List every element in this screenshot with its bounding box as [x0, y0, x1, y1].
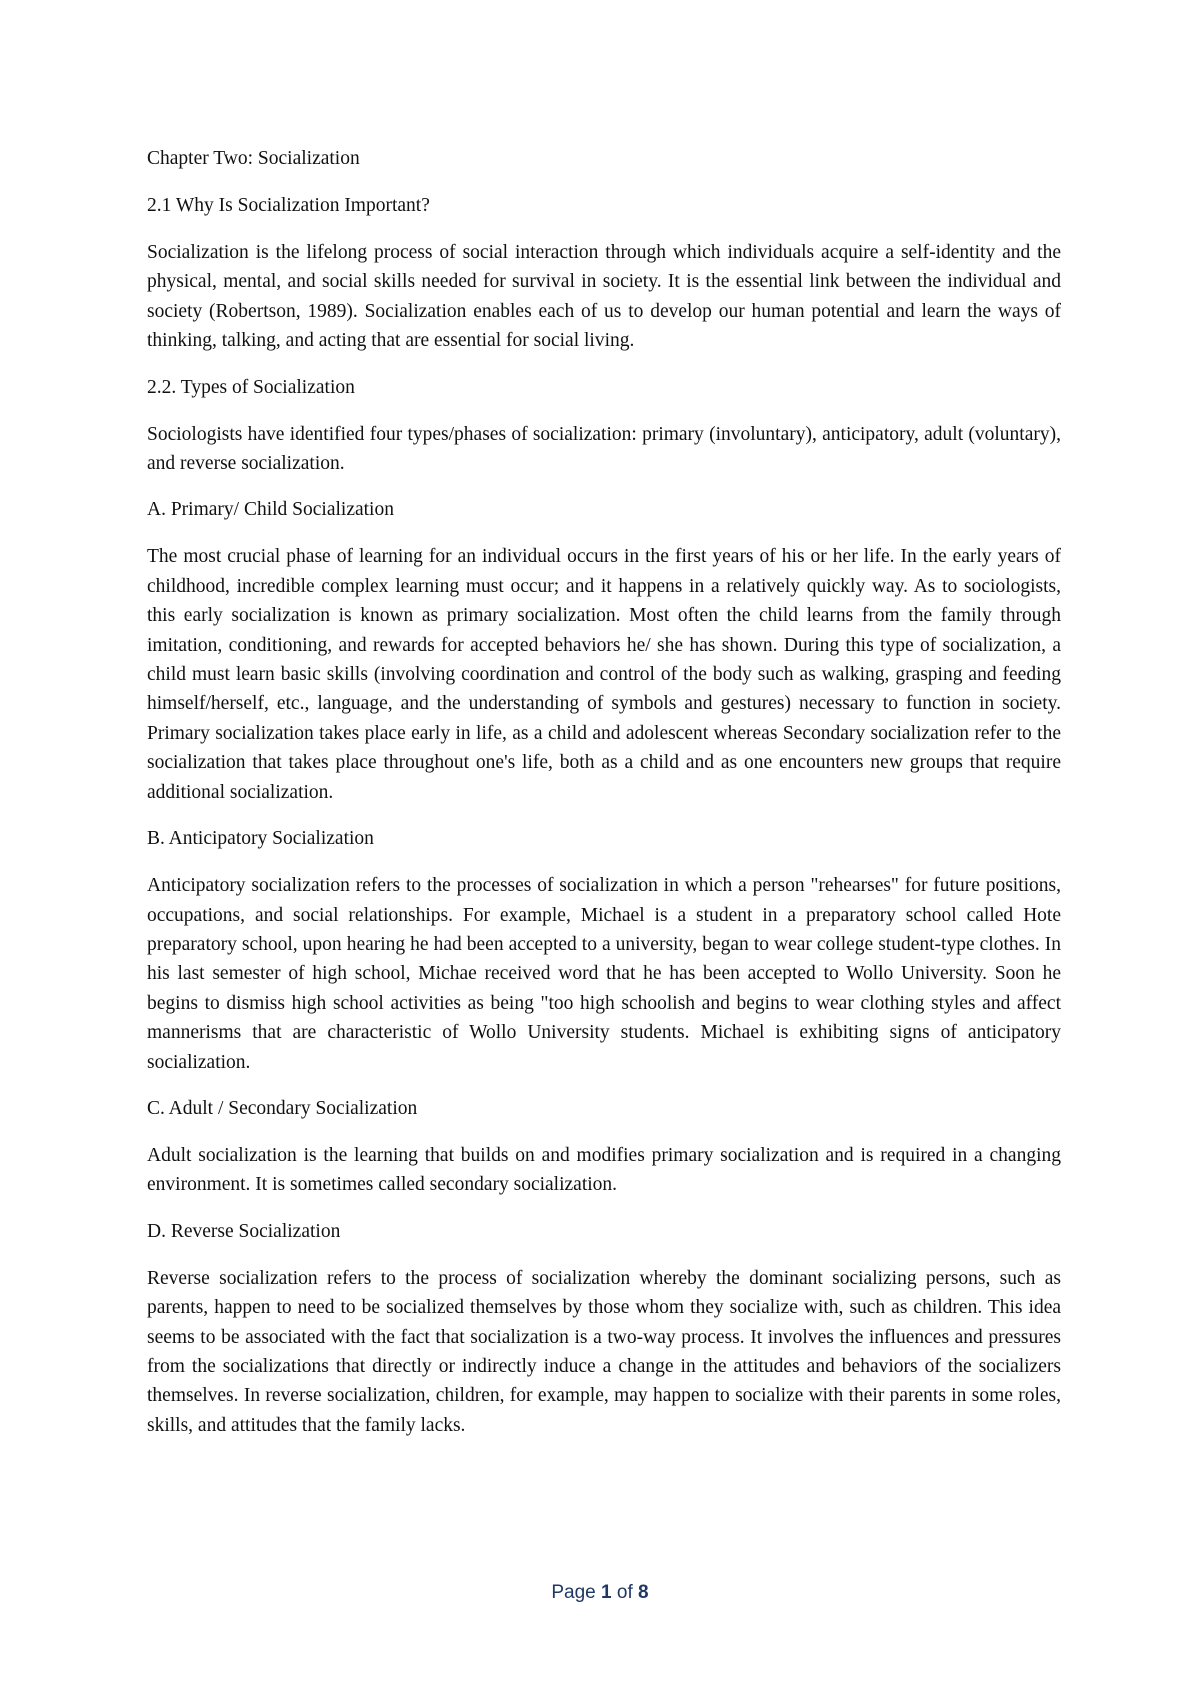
section-heading-anticipatory: B. Anticipatory Socialization — [147, 828, 374, 850]
section-paragraph-primary: The most crucial phase of learning for an individual occurs in the first years of his or her life. In the early years of childhood, incredible complex learning must occur; and it happens in a relatively quickly way. As to sociologists, this early socialization is known as primary socialization. Most often the child learns from the family through imitation, conditioning, and rewards for accepted behaviors he/ she has shown. During this type of socialization, a child must learn basic skills (involving coordination and control of the body such as walking, grasping and feeding himself/herself, etc., language, and the understanding of symbols and gestures) necessary to function in society. Primary socialization takes place early in life, as a child and adolescent whereas Secondary socialization refer to the socialization that takes place throughout one's life, both as a child and as one encounters new groups that require additional socialization. — [147, 546, 1061, 803]
footer-page-number: 1 — [601, 1582, 612, 1603]
section-heading-primary: A. Primary/ Child Socialization — [147, 499, 394, 521]
section-paragraph-types: Sociologists have identified four types/phases of socialization: primary (involuntary), anticipatory, adult (voluntary), and reverse socialization. — [147, 423, 1061, 475]
section-heading-why-important: 2.1 Why Is Socialization Important? — [147, 195, 430, 216]
document-body — [147, 144, 1061, 1457]
section-heading-adult: C. Adult / Secondary Socialization — [147, 1097, 418, 1119]
section-paragraph-why-important: Socialization is the lifelong process of social interaction through which individuals acquire a self-identity and the physical, mental, and social skills needed for survival in society. It is the essential link between the individual and society (Robertson, 1989). Socialization enables each of us to develop our human potential and learn the ways of thinking, talking, and acting that are essential for social living. — [147, 242, 1061, 352]
footer-total-pages: 8 — [638, 1582, 649, 1603]
section-heading-types: 2.2. Types of Socialization — [147, 376, 355, 398]
section-paragraph-adult: Adult socialization is the learning that builds on and modifies primary socialization and is required in a changing environment. It is sometimes called secondary socialization. — [147, 1144, 1061, 1196]
page-footer — [0, 1582, 1200, 1604]
section-paragraph-anticipatory: Anticipatory socialization refers to the processes of socialization in which a person "rehearses" for future positions, occupations, and social relationships. For example, Michael is a student in a preparatory school called Hote preparatory school, upon hearing he had been accepted to a university, began to wear college student-type clothes. In his last semester of high school, Michae received word that he has been accepted to Wollo University. Soon he begins to dismiss high school activities as being "too high schoolish and begins to wear clothing styles and affect mannerisms that are characteristic of Wollo University students. Michael is exhibiting signs of anticipatory socialization. — [147, 875, 1061, 1073]
section-heading-reverse: D. Reverse Socialization — [147, 1220, 341, 1242]
section-paragraph-reverse: Reverse socialization refers to the process of socialization whereby the dominant socializing persons, such as parents, happen to need to be socialized themselves by those whom they socialize with, such as children. This idea seems to be associated with the fact that socialization is a two-way process. It involves the influences and pressures from the socializations that directly or indirectly induce a change in the attitudes and behaviors of the socializers themselves. In reverse socialization, children, for example, may happen to socialize with their parents in some roles, skills, and attitudes that the family lacks. — [147, 1267, 1061, 1436]
footer-of-word: of — [616, 1582, 633, 1603]
footer-page-word: Page — [551, 1582, 596, 1603]
chapter-title: Chapter Two: Socialization — [147, 148, 360, 169]
